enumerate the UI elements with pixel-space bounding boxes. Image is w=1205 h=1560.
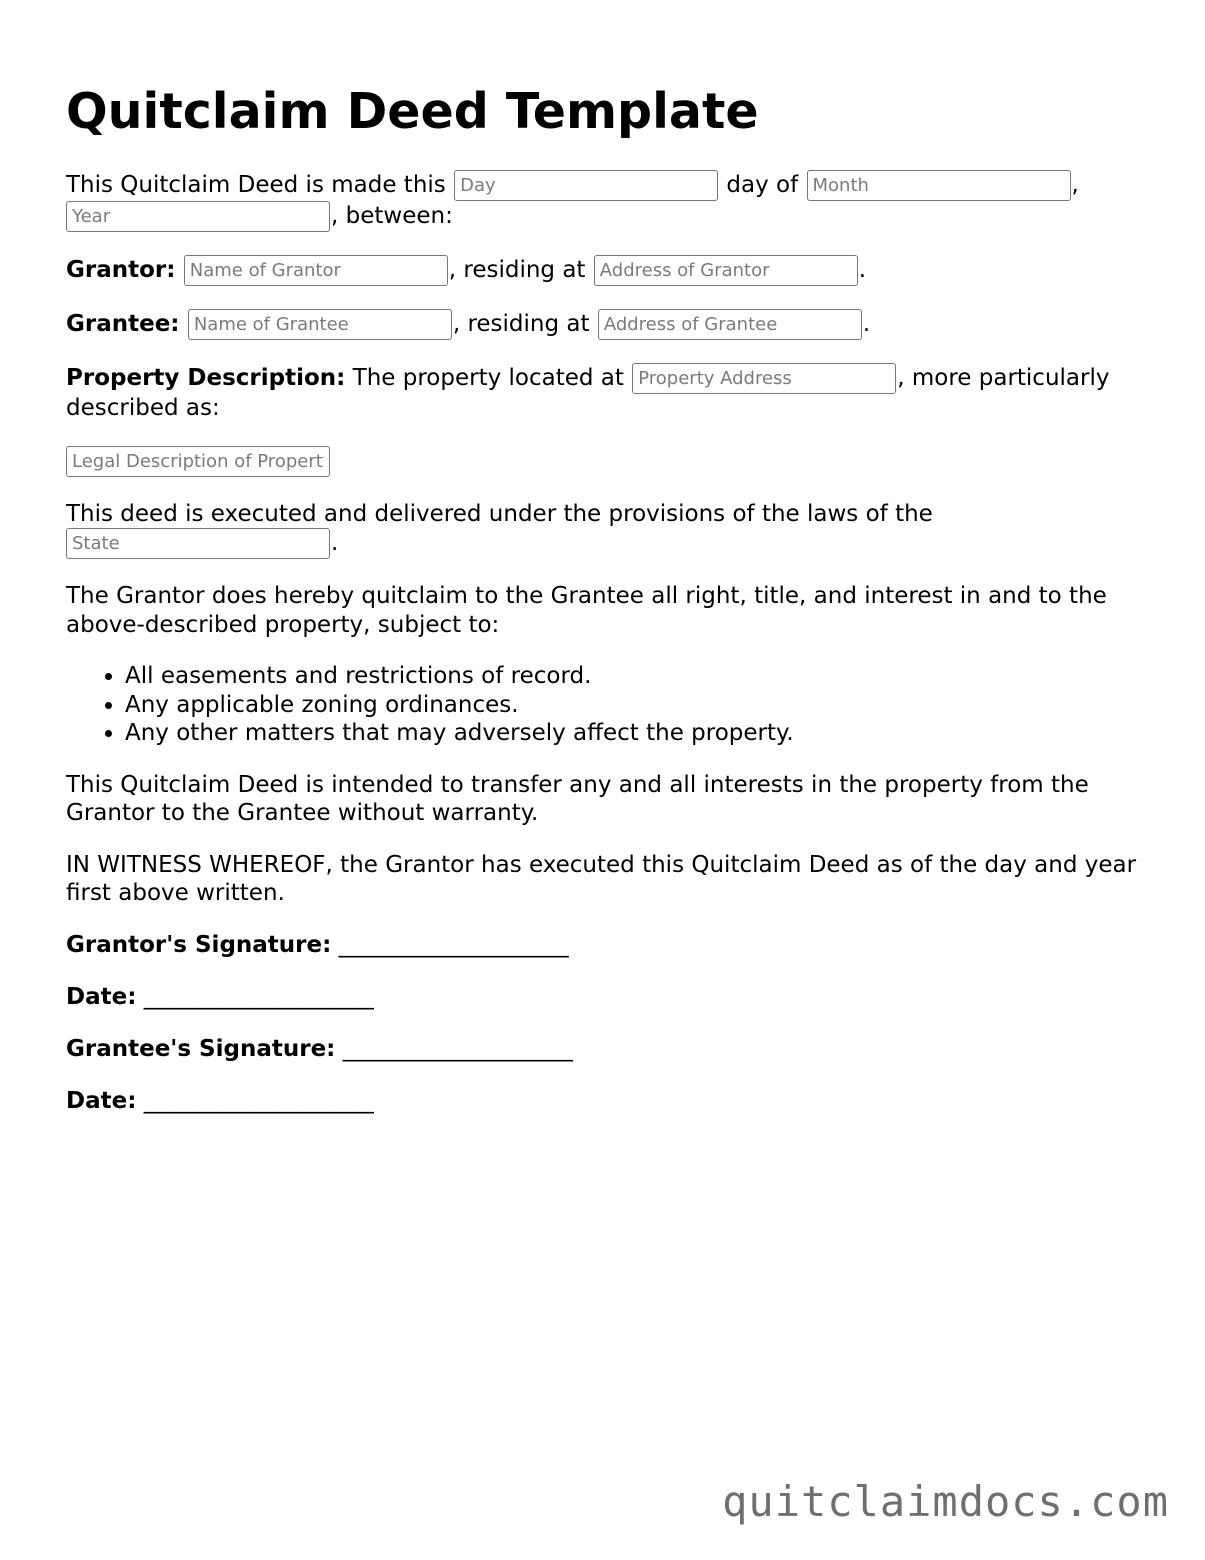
list-item: • Any applicable zoning ordinances. [125, 691, 1146, 720]
grantee-signature-line [66, 1035, 1146, 1064]
laws-text: This deed is executed and delivered under the provisions of the laws of the [66, 500, 933, 527]
page-title: Quitclaim Deed Template [66, 83, 759, 140]
grantor-signature-line [66, 931, 1146, 960]
day-of-text: day of [726, 172, 799, 198]
witness-paragraph: IN WITNESS WHEREOF, the Grantor has executed this Quitclaim Deed as of the day and year first above written. [66, 851, 1137, 906]
grantor-name-input[interactable] [184, 255, 448, 286]
grantor-signature-label: Grantor's Signature: [66, 931, 332, 958]
property-address-input[interactable] [632, 363, 896, 394]
property-label: Property Description: [66, 365, 346, 391]
between-text: , between: [331, 203, 453, 229]
comma-text: , [1071, 172, 1079, 198]
grantee-label: Grantee: [66, 311, 180, 337]
list-item: • Any other matters that may adversely affect the property. [125, 719, 1146, 748]
grantee-signature-blank: ____________________ [342, 1035, 573, 1062]
grantor-date-blank: ____________________ [143, 983, 374, 1010]
legal-description-paragraph [66, 446, 1146, 477]
intro-paragraph [66, 170, 1146, 232]
state-input[interactable] [66, 528, 330, 559]
grantor-address-input[interactable] [594, 255, 858, 286]
conditions-list [66, 662, 1146, 748]
intro-prefix: This Quitclaim Deed is made this [66, 172, 446, 198]
year-input[interactable] [66, 201, 330, 232]
property-particularly-text: , more particularly described as: [66, 365, 1110, 421]
month-input[interactable] [807, 170, 1071, 201]
laws-period: . [331, 530, 339, 556]
grantee-period: . [862, 311, 871, 337]
document [66, 80, 1146, 1139]
grantee-paragraph [66, 309, 1146, 340]
legal-description-input[interactable] [66, 446, 330, 477]
intent-paragraph: This Quitclaim Deed is intended to transfer any and all interests in the property from the Grantor to the Grantee without warranty. [66, 771, 1089, 826]
quitclaim-paragraph: The Grantor does hereby quitclaim to the Grantee all right, title, and interest in and to the above-described property, subject to: [66, 583, 1107, 638]
grantor-residing-text: , residing at [448, 257, 586, 283]
property-paragraph [66, 363, 1146, 423]
grantee-date-label: Date: [66, 1087, 137, 1114]
grantor-label: Grantor: [66, 257, 176, 283]
grantee-date-line [66, 1087, 1146, 1116]
grantee-residing-text: , residing at [452, 311, 590, 337]
grantor-signature-blank: ____________________ [338, 931, 569, 958]
grantor-paragraph [66, 255, 1146, 286]
day-input[interactable] [454, 170, 718, 201]
watermark: quitclaimdocs.com [722, 1477, 1169, 1526]
grantee-name-input[interactable] [188, 309, 452, 340]
grantee-date-blank: ____________________ [143, 1087, 374, 1114]
grantee-signature-label: Grantee's Signature: [66, 1035, 336, 1062]
grantor-period: . [858, 257, 867, 283]
grantor-date-line [66, 983, 1146, 1012]
grantor-date-label: Date: [66, 983, 137, 1010]
laws-paragraph [66, 500, 1146, 560]
grantee-address-input[interactable] [598, 309, 862, 340]
property-located-text: The property located at [352, 365, 624, 391]
list-item: • All easements and restrictions of record. [125, 662, 1146, 691]
